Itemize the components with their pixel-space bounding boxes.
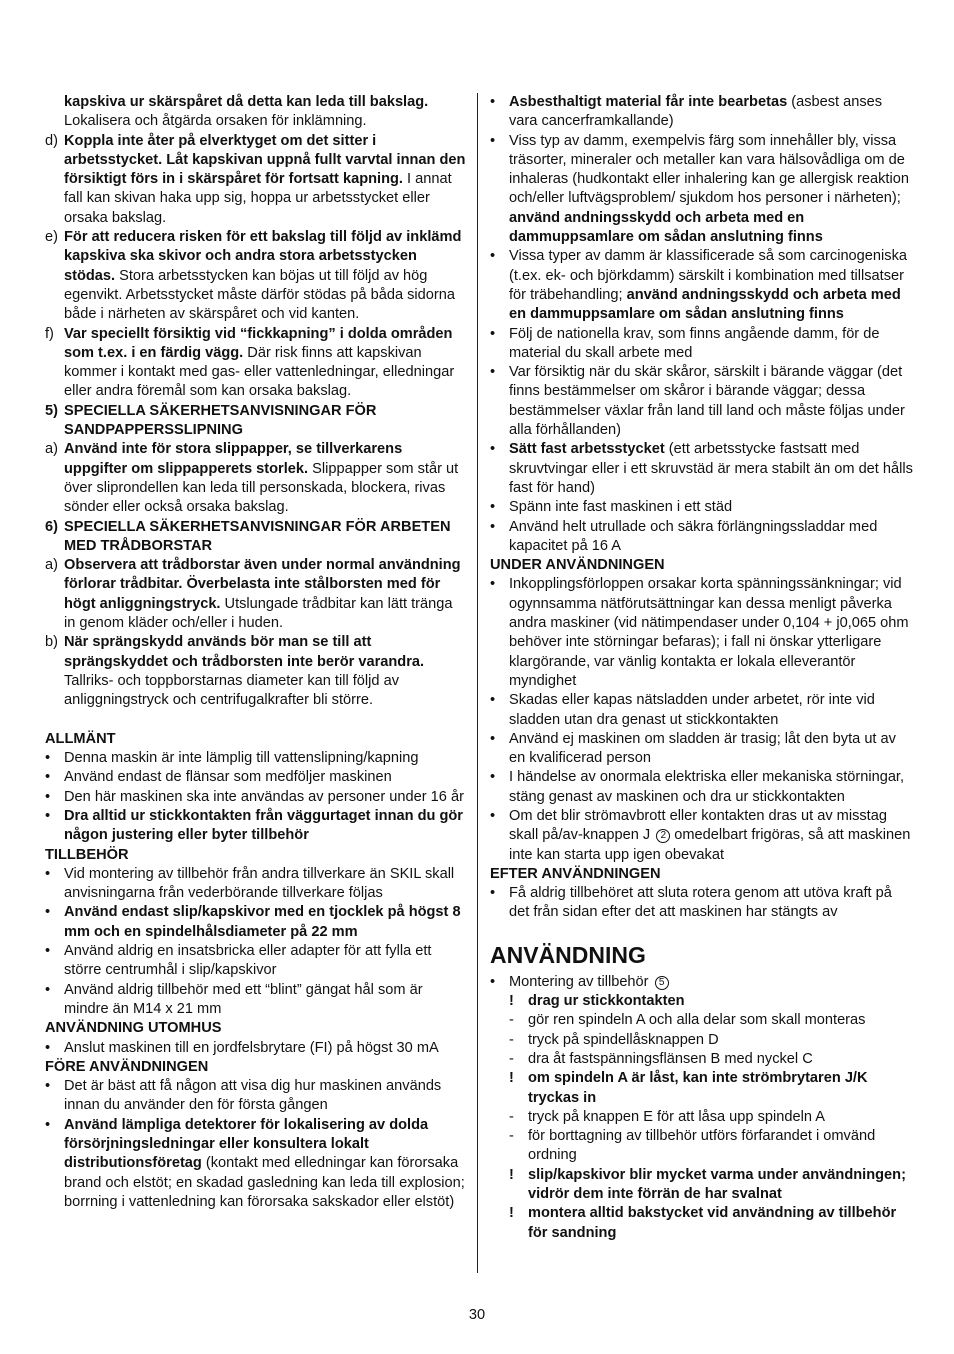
intro-text: Lokalisera och åtgärda orsaken för inklämning. [64, 113, 367, 130]
list-item [490, 247, 914, 324]
allmant-1: Denna maskin är inte lämplig till vattenslipning/kapning [64, 750, 419, 767]
step-item [509, 1127, 914, 1166]
section-6-item-b-text: Tallriks- och toppborstarnas diameter kan till följd av anliggningstryck och centrifugalkrafter bli större. [64, 672, 399, 709]
r8: Använd helt utrullade och säkra förlängningssladdar med kapacitet på 16 A [509, 518, 878, 554]
exclamation-icon: ! [509, 1070, 514, 1087]
d4: tryck på knappen E för att låsa upp spindeln A [528, 1108, 825, 1125]
section-6-item-a [45, 556, 467, 633]
list-item [490, 768, 914, 807]
section-6-item-a-label: a) [45, 557, 58, 574]
list-item [490, 730, 914, 769]
step-item [509, 1031, 914, 1050]
list-item [45, 1077, 467, 1116]
fore-2-bold: Använd lämpliga detektorer för lokalisering av dolda försörjningsledningar eller konsultera lokalt distributionsföretag [64, 1116, 429, 1172]
list-item [45, 1039, 467, 1058]
step-item [509, 1011, 914, 1030]
step-item [509, 1108, 914, 1127]
anvandning-title: ANVÄNDNING [490, 941, 646, 968]
item-e-bold: För att reducera risken för ett bakslag till följd av inklämd kapskiva ska skivor och andra stora arbetsstycken stödas. [64, 229, 462, 284]
tillbehor-3: Använd aldrig en insatsbricka eller adapter för att fylla ett större centrumhål i slip/kapskivor [64, 943, 432, 979]
left-column [45, 93, 467, 1212]
section-6-heading [45, 518, 467, 557]
right-column [490, 93, 914, 1243]
bullet: • [490, 132, 496, 149]
bullet: • [45, 943, 51, 960]
exclamation-icon: ! [509, 1205, 514, 1222]
dash: - [509, 1012, 514, 1029]
intro-paragraph [45, 93, 467, 132]
list-item [490, 518, 914, 557]
d3: dra åt fastspänningsflänsen B med nyckel C [528, 1050, 813, 1067]
exclamation-icon: ! [509, 993, 514, 1010]
x1: drag ur stickkontakten [528, 993, 685, 1010]
intro-bold: kapskiva ur skärspåret då detta kan leda till bakslag. [64, 94, 429, 110]
bullet: • [490, 364, 496, 381]
r7: Spänn inte fast maskinen i ett städ [509, 499, 733, 516]
bullet: • [490, 325, 496, 342]
bullet: • [490, 576, 496, 593]
fore-1: Det är bäst att få någon att visa dig hur maskinen används innan du använder den för första gången [64, 1078, 442, 1114]
bullet: • [490, 730, 496, 747]
u1: Inkopplingsförloppen orsakar korta spänningssänkningar; vid ogynnsamma nätförutsättningar kan dessa menligt påverka andra maskiner (vid nätimpendaser under 0,104 + j0,065 ohm behöver inte störningar befaras); i fall ni önskar ytterligare klargörande, var vänlig kontakta er lokala elleverantör myndighet [509, 576, 909, 689]
dash: - [509, 1108, 514, 1125]
bullet: • [490, 248, 496, 265]
section-5-heading [45, 402, 467, 441]
item-d-label: d) [45, 132, 58, 149]
item-e-text: Stora arbetsstycken kan böjas ut till följd av hög egenvikt. Arbetsstycket måste därför stödas på båda sidorna både i närheten av skärspåret och vid kanten. [64, 267, 456, 323]
x2: om spindeln A är låst, kan inte strömbrytaren J/K tryckas in [528, 1070, 868, 1106]
bullet: • [490, 885, 496, 902]
list-item [490, 132, 914, 248]
section-6-item-b [45, 633, 467, 710]
efter-heading: EFTER ANVÄNDNINGEN [490, 865, 661, 882]
fore-2-text: (kontakt med elledningar kan förorsaka brand och elstöt; en skadad gasledning kan leda till explosion; borrning i vattenledning kan förorsaka sakskador eller elstöt) [64, 1155, 465, 1210]
bullet: • [45, 807, 51, 824]
fore-heading: FÖRE ANVÄNDNINGEN [45, 1058, 209, 1075]
item-f-label: f) [45, 325, 54, 342]
list-item [490, 973, 914, 992]
e1: Få aldrig tillbehöret att sluta rotera genom att utöva kraft på det från sidan efter det att maskinen har stängts av [509, 885, 892, 921]
list-item [45, 749, 467, 768]
section-5-item-a-label: a) [45, 441, 58, 458]
list-item [45, 768, 467, 787]
item-e [45, 228, 467, 324]
bullet: • [45, 865, 51, 882]
list-item [45, 1116, 467, 1212]
list-item [45, 807, 467, 846]
allmant-heading: ALLMÄNT [45, 730, 116, 747]
figure-ref-circle: 5 [655, 976, 669, 990]
mont-label: Montering av tillbehör [509, 973, 653, 990]
list-item [490, 325, 914, 364]
r2-bold: använd andningsskydd och arbeta med en dammuppsamlare om sådan anslutning finns [509, 209, 823, 246]
u3: Använd ej maskinen om sladden är trasig; låt den byta ut av en kvalificerad person [509, 730, 896, 767]
r3-bold: använd andningsskydd och arbeta med en dammuppsamlare om sådan anslutning finns [509, 286, 901, 323]
r5: Var försiktig när du skär skåror, särskilt i bärande väggar (det finns bestämmelser om skåror i bärande väggar; dessa bestämmelser växlar från land till land och måste följas under alla förhållanden) [509, 364, 905, 439]
allmant-3: Den här maskinen ska inte användas av personer under 16 år [64, 788, 464, 805]
bullet: • [490, 94, 496, 110]
tillbehor-2: Använd endast slip/kapskivor med en tjocklek på högst 8 mm och en spindelhålsdiameter på 22 mm [64, 904, 461, 940]
u4: I händelse av onormala elektriska eller mekaniska störningar, stäng genast av maskinen och dra ur stickkontakten [509, 769, 905, 805]
list-item [45, 981, 467, 1020]
column-divider [477, 93, 478, 1273]
warning-item [509, 1166, 914, 1205]
figure-ref-circle: 2 [656, 829, 670, 843]
section-5-item-a-text: Slippapper som står ut över sliprondellen kan leda till personskada, blockera, rivas sönder eller också orsaka bakslag. [64, 460, 459, 516]
bullet: • [490, 769, 496, 786]
u5-pre: Om det blir strömavbrott eller kontakten dras ut av misstag skall på/av-knappen J [509, 807, 887, 844]
r1-bold: Asbesthaltigt material får inte bearbetas [509, 94, 788, 110]
tillbehor-4: Använd aldrig tillbehör med ett “blint” gängat hål som är mindre än M14 x 21 mm [64, 981, 423, 1017]
list-item [45, 788, 467, 807]
section-5-item-a-bold: Använd inte för stora slippapper, se tillverkarens uppgifter om slippapperets storlek. [64, 441, 403, 477]
r4: Följ de nationella krav, som finns angående damm, för de material du skall arbete med [509, 325, 880, 361]
item-f-bold: Var speciellt försiktig vid “fickkapning” i dolda områden som t.ex. i en färdig vägg. [64, 325, 453, 361]
section-6-item-b-bold: När sprängskydd används bör man se till att sprängskyddet och trådborsten inte berör varandra. [64, 634, 425, 670]
warning-item [509, 1204, 914, 1243]
dash: - [509, 1050, 514, 1067]
section-5-number: 5) [45, 402, 58, 419]
list-item [490, 884, 914, 923]
r3-text: Vissa typer av damm är klassificerade så som carcinogeniska (t.ex. ek- och björkdamm) särskilt i kombination med tillsatser för träbehandling; [509, 248, 907, 303]
r1-text: (asbest anses vara cancerframkallande) [509, 94, 883, 130]
bullet: • [45, 788, 51, 805]
u2: Skadas eller kapas nätsladden under arbetet, rör inte vid sladden utan dra genast ut stickkontakten [509, 692, 875, 728]
section-6-item-b-label: b) [45, 634, 58, 651]
bullet: • [45, 904, 51, 921]
list-item [45, 903, 467, 942]
list-item [490, 498, 914, 517]
section-6-item-a-text: Utslungade trådbitar kan lätt tränga in genom kläder och/eller i huden. [64, 595, 453, 632]
bullet: • [45, 1039, 51, 1056]
bullet: • [45, 750, 51, 767]
r6-text: (ett arbetsstycke fastsatt med skruvtvingar eller i ett skruvstäd är mera stabilt än om det hålls fast för hand) [509, 441, 913, 496]
utomhus-1: Anslut maskinen till en jordfelsbrytare (FI) på högst 30 mA [64, 1039, 439, 1056]
bullet: • [490, 518, 496, 535]
item-e-label: e) [45, 229, 58, 246]
item-f-text: Där risk finns att kapskivan kommer i kontakt med gas- eller vattenledningar, elledningar eller andra föremål som kan orsaka bakslag. [64, 344, 455, 400]
step-item [509, 1050, 914, 1069]
dash: - [509, 1128, 514, 1145]
utomhus-heading: ANVÄNDNING UTOMHUS [45, 1020, 222, 1037]
bullet: • [490, 499, 496, 516]
bullet: • [45, 769, 51, 786]
r2-text: Viss typ av damm, exempelvis färg som innehåller bly, vissa träsorter, mineraler och metaller kan vara hälsovådliga om de inhaleras (hudkontakt eller inhalering kan ge allergisk reaktion och/eller luftvägsproblem/ sjukdom hos personer i närheten); [509, 132, 909, 207]
warning-item [509, 1069, 914, 1108]
bullet: • [490, 807, 496, 824]
allmant-2: Använd endast de flänsar som medföljer maskinen [64, 769, 392, 786]
dash: - [509, 1031, 514, 1048]
r6-bold: Sätt fast arbetsstycket [509, 441, 665, 458]
section-6-number: 6) [45, 518, 58, 535]
bullet: • [45, 981, 51, 998]
list-item [45, 942, 467, 981]
under-heading: UNDER ANVÄNDNINGEN [490, 557, 665, 574]
d1: gör ren spindeln A och alla delar som skall monteras [528, 1012, 866, 1029]
d5: för borttagning av tillbehör utförs förfarandet i omvänd ordning [528, 1128, 876, 1164]
list-item [490, 807, 914, 865]
list-item [490, 93, 914, 132]
bullet: • [45, 1116, 51, 1133]
bullet: • [490, 973, 496, 990]
section-5-item-a [45, 440, 467, 517]
list-item [490, 691, 914, 730]
item-f [45, 325, 467, 402]
list-item [490, 575, 914, 691]
page-number: 30 [468, 1307, 486, 1323]
section-6-title: SPECIELLA SÄKERHETSANVISNINGAR FÖR ARBETEN MED TRÅDBORSTAR [64, 518, 451, 554]
u5-post: omedelbart frigöras, så att maskinen inte kan starta upp igen obevakat [509, 827, 911, 863]
item-d [45, 132, 467, 228]
list-item [490, 363, 914, 440]
x3: slip/kapskivor blir mycket varma under användningen; vidrör dem inte förrän de har svalnat [528, 1166, 906, 1203]
bullet: • [490, 441, 496, 458]
x4: montera alltid bakstycket vid användning av tillbehör för sandning [528, 1205, 897, 1241]
item-d-bold: Koppla inte åter på elverktyget om det sitter i arbetsstycket. Låt kapskivan uppnå fullt varvtal innan den försiktigt förs in i skärspåret för fortsatt kapning. [64, 132, 466, 188]
item-d-text: I annat fall kan skivan haka upp sig, hoppa ur arbetsstycket eller orsaka bakslag. [64, 171, 452, 226]
list-item [45, 865, 467, 904]
section-6-item-a-bold: Observera att trådborstar även under normal användning förlorar trådbitar. Överbelasta inte stålborsten med för högt anliggningstryck. [64, 557, 461, 612]
warning-item [509, 992, 914, 1011]
d2: tryck på spindellåsknappen D [528, 1031, 719, 1048]
exclamation-icon: ! [509, 1166, 514, 1183]
tillbehor-1: Vid montering av tillbehör från andra tillverkare än SKIL skall anvisningarna från vederbörande tillverkare följas [64, 865, 455, 902]
list-item [490, 440, 914, 498]
bullet: • [45, 1078, 51, 1095]
bullet: • [490, 692, 496, 709]
section-5-title: SPECIELLA SÄKERHETSANVISNINGAR FÖR SANDPAPPERSSLIPNING [64, 402, 377, 439]
tillbehor-heading: TILLBEHÖR [45, 846, 129, 863]
allmant-4: Dra alltid ur stickkontakten från väggurtaget innan du gör någon justering eller byter tillbehör [64, 807, 463, 844]
